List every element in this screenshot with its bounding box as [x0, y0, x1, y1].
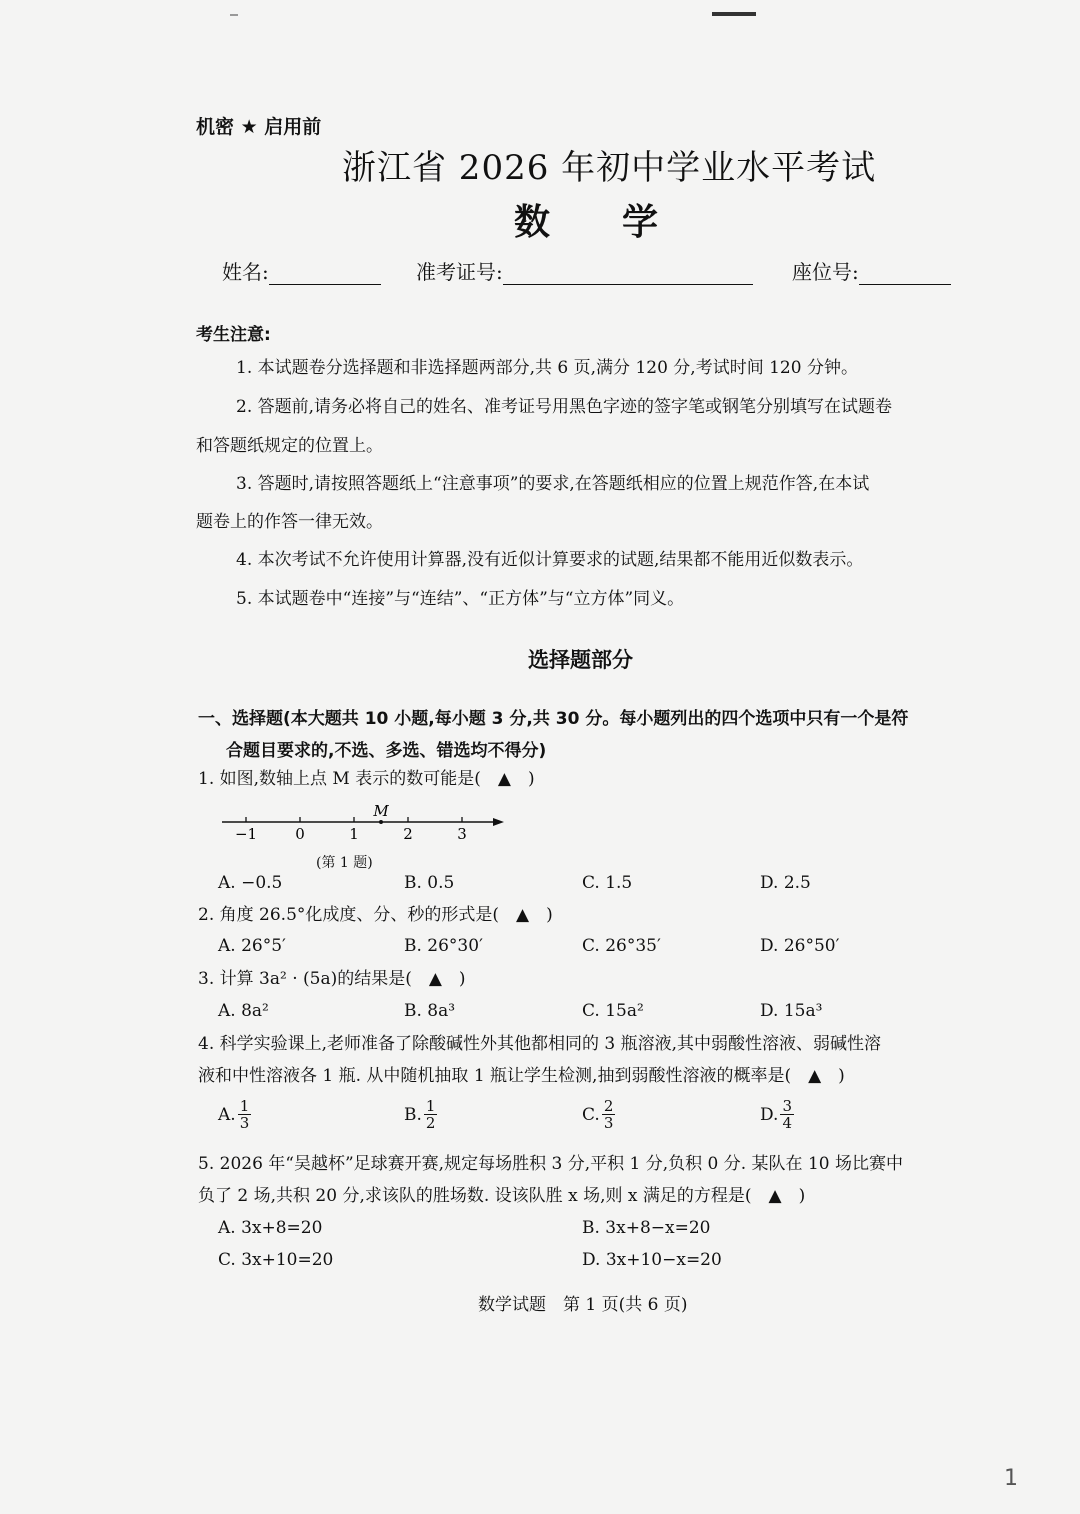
question-4-option-b[interactable]	[404, 1098, 437, 1131]
name-field-label: 姓名:	[222, 260, 269, 284]
point-m-marker	[379, 820, 383, 824]
subject-title: 数 学	[514, 201, 659, 243]
number-line-tick-label: 2	[403, 825, 413, 843]
number-line-arrow	[493, 818, 504, 826]
seat-field[interactable]	[859, 264, 951, 285]
fraction-denominator: 4	[782, 1114, 792, 1132]
number-line-tick-label: 0	[295, 825, 305, 843]
question-1-option-d[interactable]: D. 2.5	[760, 873, 811, 893]
question-5-text: 5. 2026 年“吴越杯”足球赛开赛,规定每场胜积 3 分,平积 1 分,负积 0 分. 某队在 10 场比赛中	[198, 1154, 904, 1174]
fraction	[424, 1098, 438, 1131]
point-m-label: M	[373, 802, 389, 820]
fraction	[602, 1098, 616, 1131]
question-3-option-c[interactable]: C. 15a²	[582, 1001, 644, 1021]
notice-item-5: 5. 本试题卷中“连接”与“连结”、“正方体”与“立方体”同义。	[236, 589, 685, 609]
question-4-text: 4. 科学实验课上,老师准备了除酸碱性外其他都相同的 3 瓶溶液,其中弱酸性溶液、弱碱性溶	[198, 1034, 882, 1054]
section-instruction-cont: 合题目要求的,不选、多选、错选均不得分)	[226, 741, 547, 761]
notice-item-4: 4. 本次考试不允许使用计算器,没有近似计算要求的试题,结果都不能用近似数表示。	[236, 550, 864, 570]
fraction	[780, 1098, 794, 1131]
exam-title: 浙江省 2026 年初中学业水平考试	[342, 148, 877, 188]
question-4-option-d[interactable]	[760, 1098, 794, 1131]
fraction-numerator: 2	[603, 1097, 614, 1115]
notice-item-1: 1. 本试题卷分选择题和非选择题两部分,共 6 页,满分 120 分,考试时间 120 分钟。	[236, 358, 858, 378]
number-line-tick-label: −1	[234, 825, 258, 843]
question-2-option-c[interactable]: C. 26°35′	[582, 936, 661, 956]
question-3-text: 3. 计算 3a² · (5a)的结果是( ▲ )	[198, 969, 466, 989]
fraction-numerator: 3	[782, 1097, 792, 1115]
question-4-text-cont: 液和中性溶液各 1 瓶. 从中随机抽取 1 瓶让学生检测,抽到弱酸性溶液的概率是( ▲ )	[198, 1066, 845, 1086]
question-4-option-a[interactable]	[218, 1098, 251, 1131]
notice-item-3-cont: 题卷上的作答一律无效。	[196, 512, 383, 532]
question-1-caption: (第 1 题)	[316, 855, 373, 871]
fraction-denominator: 2	[425, 1114, 436, 1132]
question-1-text: 1. 如图,数轴上点 M 表示的数可能是( ▲ )	[198, 769, 535, 789]
question-4-option-c[interactable]	[582, 1098, 615, 1131]
option-label: D.	[760, 1104, 779, 1125]
fraction-numerator: 1	[239, 1097, 250, 1115]
exam-id-field[interactable]	[503, 264, 753, 285]
option-label: C.	[582, 1104, 600, 1125]
fraction-denominator: 3	[603, 1114, 614, 1132]
question-5-option-c[interactable]: C. 3x+10=20	[218, 1250, 334, 1270]
question-2-option-a[interactable]: A. 26°5′	[218, 936, 286, 956]
number-line-figure	[216, 800, 516, 846]
notice-item-2: 2. 答题前,请务必将自己的姓名、准考证号用黑色字迹的签字笔或钢笔分别填写在试题卷	[236, 397, 893, 417]
question-2-option-b[interactable]: B. 26°30′	[404, 936, 483, 956]
question-1-option-a[interactable]: A. −0.5	[218, 873, 283, 893]
option-label: B.	[404, 1104, 422, 1125]
notice-item-2-cont: 和答题纸规定的位置上。	[196, 436, 383, 456]
section-instruction: 一、选择题(本大题共 10 小题,每小题 3 分,共 30 分。每小题列出的四个选项中只有一个是符	[198, 709, 909, 729]
scan-artifact	[230, 14, 238, 16]
notice-heading: 考生注意:	[196, 325, 271, 345]
candidate-fields	[222, 256, 381, 285]
question-5-option-a[interactable]: A. 3x+8=20	[218, 1218, 323, 1238]
question-5-text-cont: 负了 2 场,共积 20 分,求该队的胜场数. 设该队胜 x 场,则 x 满足的方程是( ▲ )	[198, 1186, 806, 1206]
question-5-option-d[interactable]: D. 3x+10−x=20	[582, 1250, 722, 1270]
question-3-option-d[interactable]: D. 15a³	[760, 1001, 823, 1021]
question-3-option-a[interactable]: A. 8a²	[218, 1001, 269, 1021]
fraction	[238, 1098, 252, 1131]
secret-label: 机密 ★ 启用前	[196, 116, 322, 138]
name-field[interactable]	[269, 264, 381, 285]
question-5-option-b[interactable]: B. 3x+8−x=20	[582, 1218, 711, 1238]
exam-id-field-label: 准考证号:	[416, 260, 503, 284]
question-1-option-c[interactable]: C. 1.5	[582, 873, 633, 893]
number-line-tick-label: 3	[457, 825, 467, 843]
question-2-text: 2. 角度 26.5°化成度、分、秒的形式是( ▲ )	[198, 905, 553, 925]
seat-field-group	[792, 256, 951, 285]
section-title: 选择题部分	[528, 648, 633, 672]
corner-page-number: 1	[1004, 1466, 1018, 1491]
fraction-numerator: 1	[425, 1097, 436, 1115]
fraction-denominator: 3	[239, 1114, 250, 1132]
number-line-tick-label: 1	[349, 825, 359, 843]
question-3-option-b[interactable]: B. 8a³	[404, 1001, 456, 1021]
exam-id-field-group	[416, 256, 753, 285]
question-2-option-d[interactable]: D. 26°50′	[760, 936, 840, 956]
page-footer: 数学试题 第 1 页(共 6 页)	[478, 1295, 688, 1315]
scan-artifact	[712, 12, 756, 16]
option-label: A.	[218, 1104, 236, 1125]
question-1-option-b[interactable]: B. 0.5	[404, 873, 455, 893]
seat-field-label: 座位号:	[792, 260, 859, 284]
notice-item-3: 3. 答题时,请按照答题纸上“注意事项”的要求,在答题纸相应的位置上规范作答,在本试	[236, 474, 870, 494]
